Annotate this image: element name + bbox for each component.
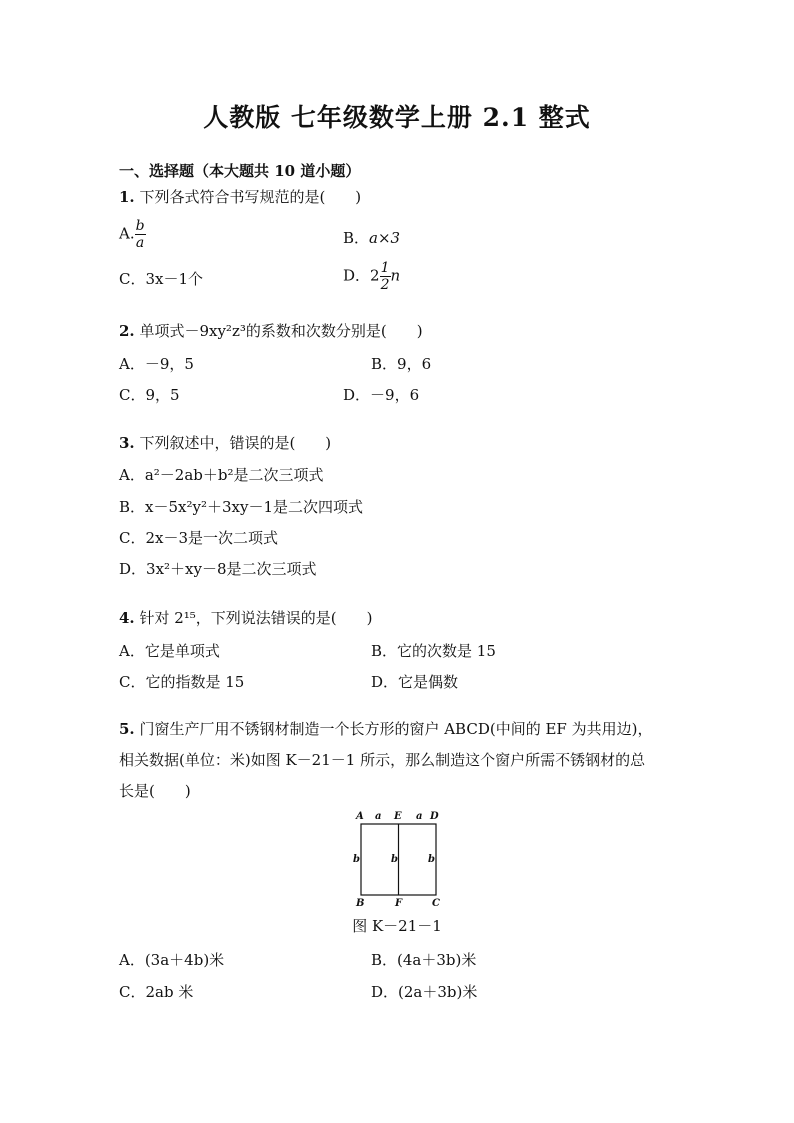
option-c-label: C． xyxy=(119,270,146,288)
label-B: B xyxy=(356,898,365,908)
label-b-right: b xyxy=(428,854,435,865)
question-1-text: 下列各式符合书写规范的是( ) xyxy=(139,188,362,206)
question-5-line-1 xyxy=(119,714,689,745)
question-1-option-d xyxy=(343,260,400,293)
option-b-label: B． xyxy=(343,229,370,247)
question-2-number: 2. xyxy=(119,322,135,340)
section-heading: 一、选择题（本大题共 10 道小题） xyxy=(119,162,361,180)
question-3-option-d: D．3x²＋xy－8是二次三项式 xyxy=(119,560,317,578)
question-5-line-1-text: 门窗生产厂用不锈钢材制造一个长方形的窗户 ABCD(中间的 EF 为共用边)， xyxy=(139,720,653,738)
question-1-option-a xyxy=(119,218,146,251)
question-4-option-b: B．它的次数是 15 xyxy=(371,642,496,660)
question-3-number: 3. xyxy=(119,434,135,452)
question-2-option-b: B．9，6 xyxy=(371,355,432,373)
question-2-stem xyxy=(119,316,689,347)
fraction-denominator: 2 xyxy=(380,277,390,293)
question-5-option-d: D．(2a＋3b)米 xyxy=(371,983,478,1001)
window-figure xyxy=(353,808,445,908)
question-5-stem xyxy=(119,714,689,807)
question-5-option-b: B．(4a＋3b)米 xyxy=(371,951,477,969)
variable-n: n xyxy=(390,266,401,285)
fraction-b-over-a xyxy=(135,218,146,251)
label-b-left: b xyxy=(353,854,360,865)
question-3-option-c: C．2x－3是一次二项式 xyxy=(119,529,279,547)
question-1-option-b xyxy=(343,227,400,248)
label-b-middle: b xyxy=(391,854,398,865)
question-5-line-3: 长是( ) xyxy=(119,782,191,800)
question-1-option-c xyxy=(119,268,203,289)
question-4-option-d: D．它是偶数 xyxy=(371,673,459,691)
label-D: D xyxy=(430,811,439,822)
question-2-option-a: A．－9，5 xyxy=(119,355,194,373)
question-5-option-c: C．2ab 米 xyxy=(119,983,194,1001)
question-3-option-a: A．a²－2ab＋b²是二次三项式 xyxy=(119,466,324,484)
question-3-stem xyxy=(119,428,689,459)
fraction-numerator: 1 xyxy=(380,260,390,276)
fraction-numerator: b xyxy=(135,218,145,234)
label-F: F xyxy=(395,898,403,908)
option-b-expression: a×3 xyxy=(369,229,401,247)
question-2-option-c: C．9，5 xyxy=(119,386,180,404)
option-a-label: A. xyxy=(119,224,135,243)
fraction-one-half xyxy=(380,260,391,293)
label-a-left: a xyxy=(375,811,382,822)
fraction-denominator: a xyxy=(135,235,145,251)
option-c-expression: 3x－1个 xyxy=(145,270,204,288)
label-a-right: a xyxy=(416,811,423,822)
question-2-option-d: D．－9，6 xyxy=(343,386,420,404)
question-3-option-b: B．x－5x²y²＋3xy－1是二次四项式 xyxy=(119,498,364,516)
question-1-stem xyxy=(119,182,689,213)
question-5-line-2: 相关数据(单位：米)如图 K－21－1 所示，那么制造这个窗户所需不锈钢材的总 xyxy=(119,751,646,769)
label-C: C xyxy=(432,898,440,908)
question-4-option-c: C．它的指数是 15 xyxy=(119,673,245,691)
question-3-text: 下列叙述中，错误的是( ) xyxy=(139,434,332,452)
question-4-stem xyxy=(119,603,689,634)
question-5-option-a: A．(3a＋4b)米 xyxy=(119,951,225,969)
mixed-number-whole: 2 xyxy=(370,266,380,285)
question-1-number: 1. xyxy=(119,188,135,206)
question-4-text: 针对 2¹⁵，下列说法错误的是( ) xyxy=(139,609,373,627)
question-5-number: 5. xyxy=(119,720,135,738)
label-A: A xyxy=(356,811,364,822)
page-title: 人教版 七年级数学上册 2.1 整式 xyxy=(203,103,591,132)
question-4-number: 4. xyxy=(119,609,135,627)
figure-caption: 图 K－21－1 xyxy=(352,917,442,935)
option-d-label: D． xyxy=(343,266,371,285)
label-E: E xyxy=(394,811,402,822)
question-4-option-a: A．它是单项式 xyxy=(119,642,220,660)
question-2-text: 单项式－9xy²z³的系数和次数分别是( ) xyxy=(139,322,423,340)
